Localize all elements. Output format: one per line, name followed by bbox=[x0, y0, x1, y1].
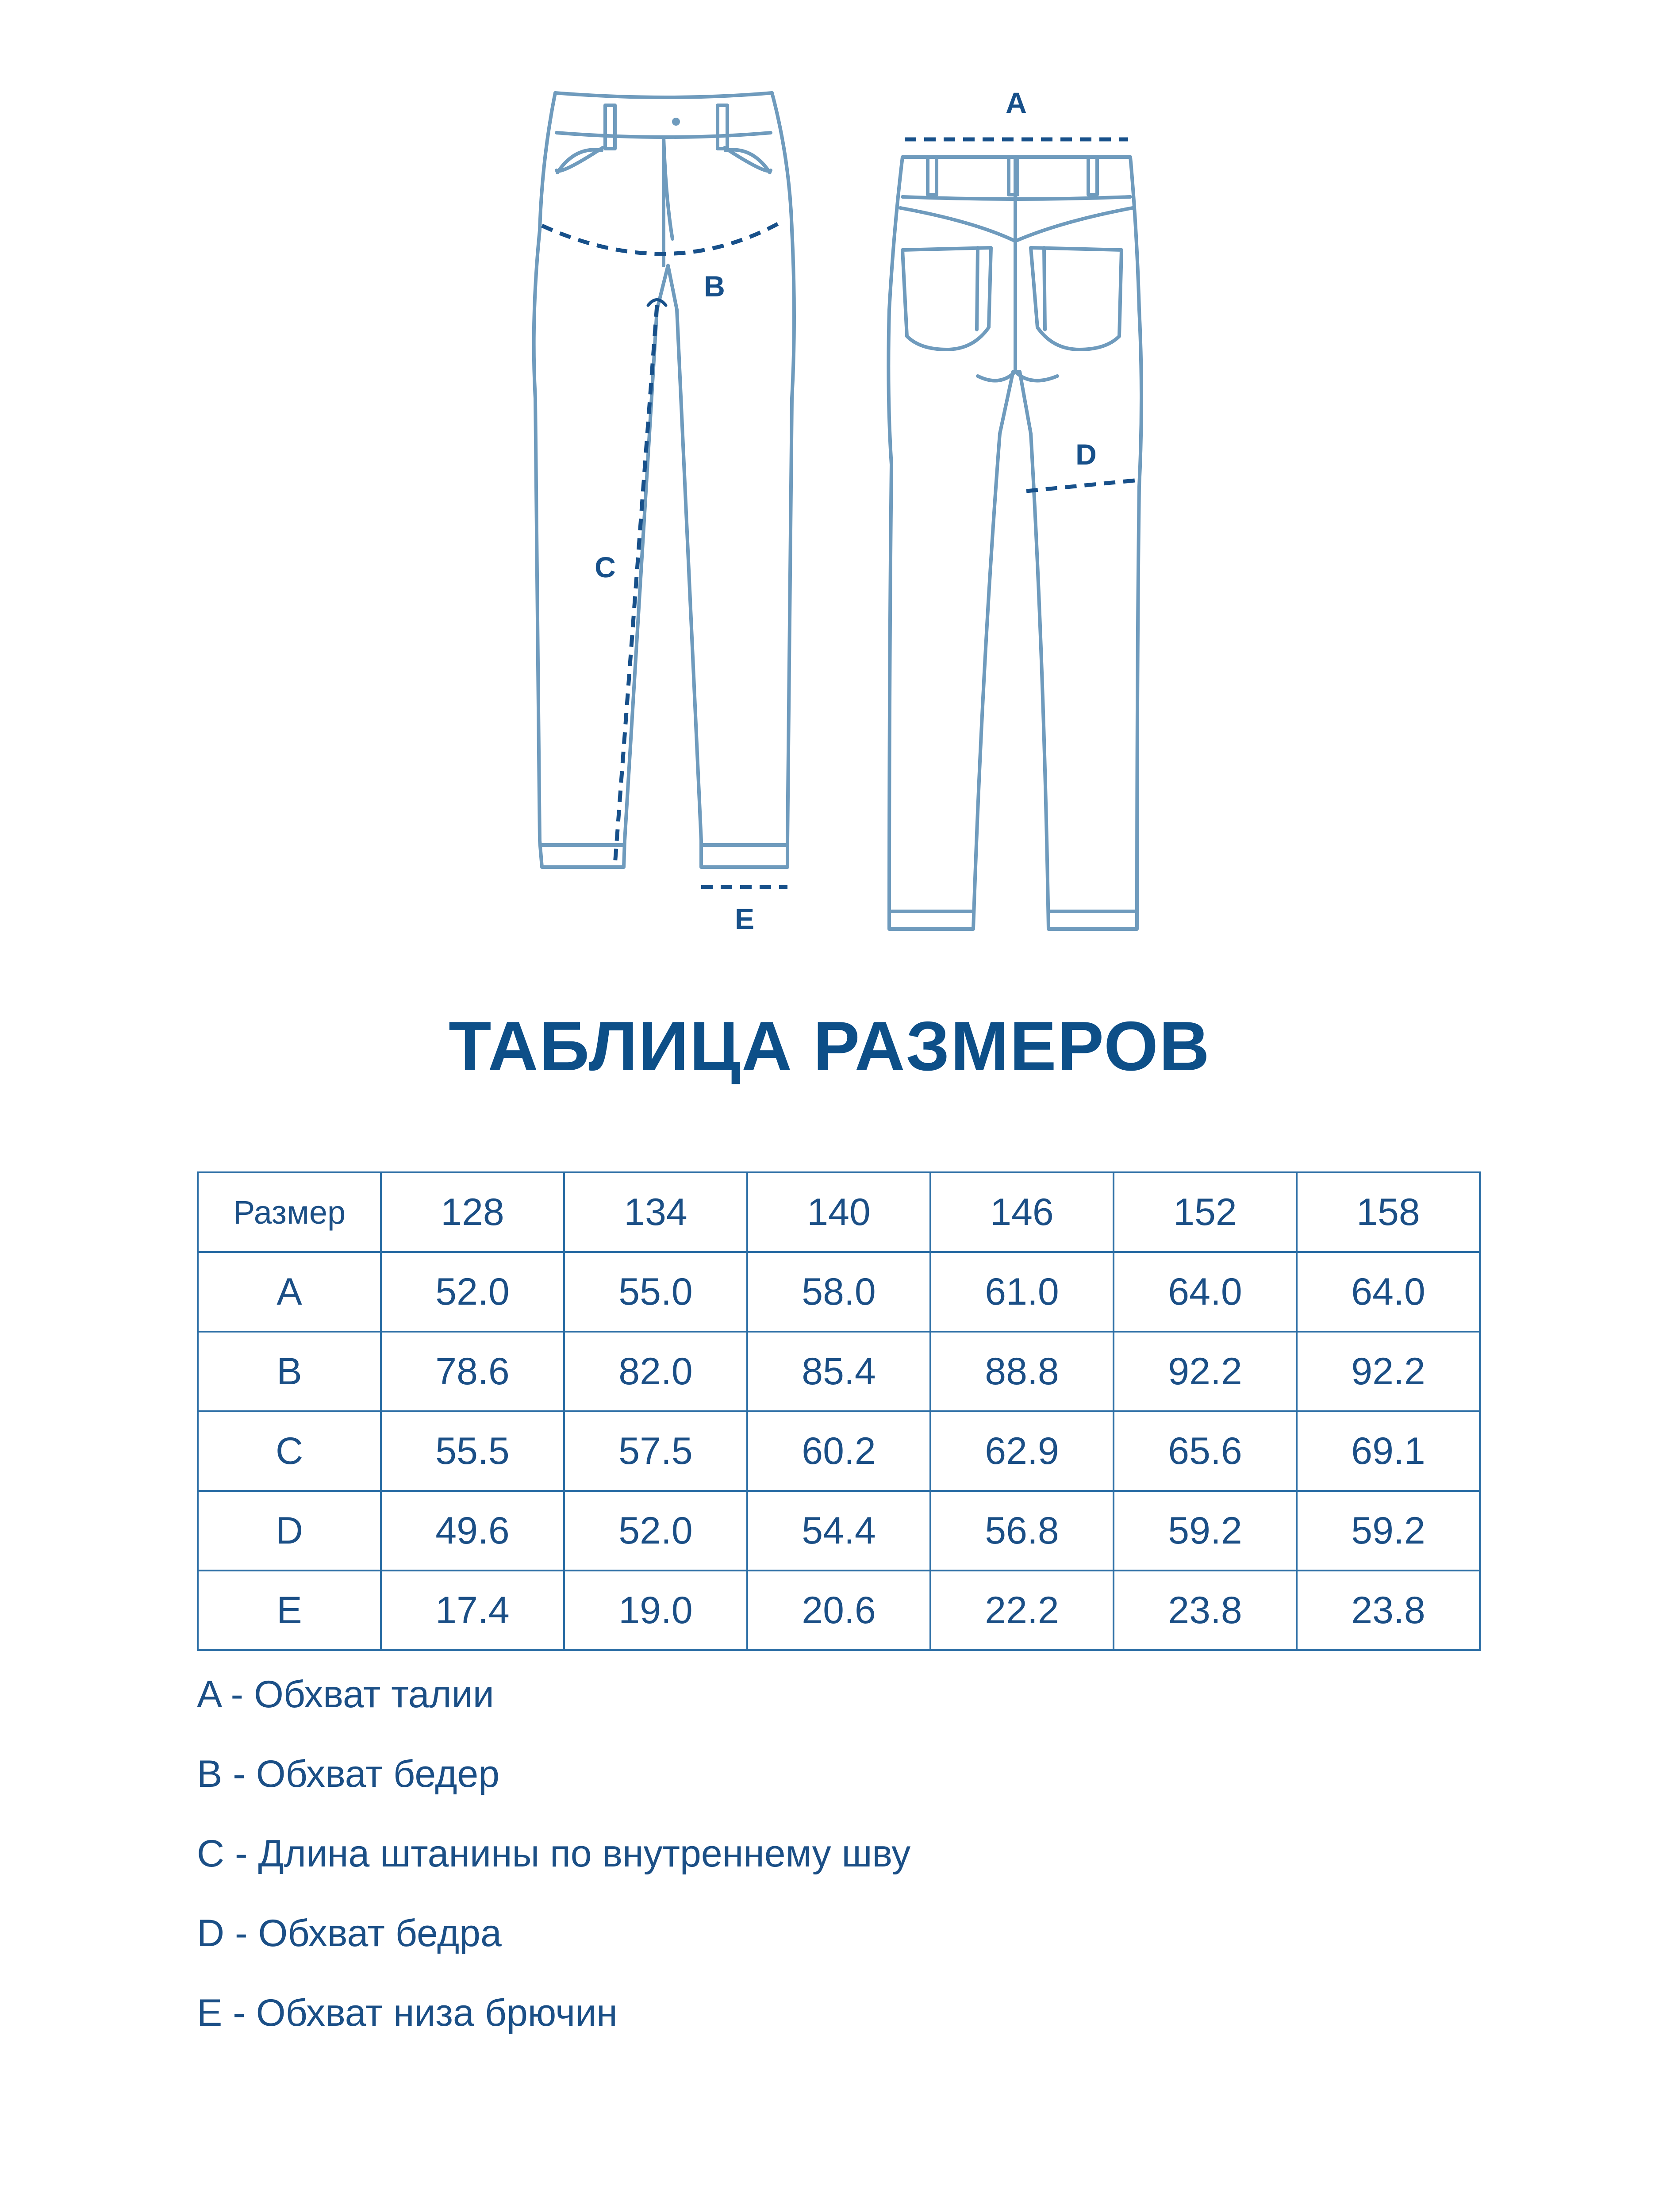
table-cell: 85.4 bbox=[747, 1332, 930, 1411]
table-cell: 60.2 bbox=[747, 1411, 930, 1491]
table-cell: 22.2 bbox=[930, 1571, 1114, 1650]
pants-front-view bbox=[534, 93, 794, 887]
measurement-legend bbox=[197, 1663, 910, 2062]
table-cell: 49.6 bbox=[381, 1491, 564, 1571]
legend-item-d: D - Обхват бедра bbox=[197, 1912, 502, 1955]
legend-item-c: C - Длина штанины по внутреннему шву bbox=[197, 1832, 911, 1875]
table-header-cell: 128 bbox=[381, 1172, 564, 1252]
table-header-row bbox=[198, 1172, 1480, 1252]
table-cell: 82.0 bbox=[564, 1332, 747, 1411]
table-cell: 23.8 bbox=[1114, 1571, 1297, 1650]
pants-back-view bbox=[888, 139, 1141, 929]
table-cell: 57.5 bbox=[564, 1411, 747, 1491]
table-cell: 88.8 bbox=[930, 1332, 1114, 1411]
table-cell: 59.2 bbox=[1114, 1491, 1297, 1571]
table-cell: 59.2 bbox=[1297, 1491, 1480, 1571]
label-b: B bbox=[704, 270, 725, 303]
pants-measurement-diagram bbox=[0, 0, 1659, 956]
table-cell: 78.6 bbox=[381, 1332, 564, 1411]
table-cell: 52.0 bbox=[564, 1491, 747, 1571]
table-cell: B bbox=[198, 1332, 381, 1411]
table-row bbox=[198, 1571, 1480, 1650]
page-title: ТАБЛИЦА РАЗМЕРОВ bbox=[448, 1007, 1210, 1085]
table-cell: 23.8 bbox=[1297, 1571, 1480, 1650]
table-cell: 62.9 bbox=[930, 1411, 1114, 1491]
legend-item-e: E - Обхват низа брючин bbox=[197, 1992, 618, 2034]
table-cell: A bbox=[198, 1252, 381, 1332]
table-header-cell: 134 bbox=[564, 1172, 747, 1252]
table-header-cell: 140 bbox=[747, 1172, 930, 1252]
measure-b-line bbox=[542, 223, 779, 254]
table-cell: 54.4 bbox=[747, 1491, 930, 1571]
table-row bbox=[198, 1332, 1480, 1411]
table-cell: 64.0 bbox=[1114, 1252, 1297, 1332]
size-table bbox=[197, 1171, 1481, 1651]
table-cell: 61.0 bbox=[930, 1252, 1114, 1332]
table-header-cell: 152 bbox=[1114, 1172, 1297, 1252]
table-header-cell: Размер bbox=[198, 1172, 381, 1252]
table-cell: 69.1 bbox=[1297, 1411, 1480, 1491]
label-c: C bbox=[595, 551, 616, 584]
table-row bbox=[198, 1252, 1480, 1332]
table-cell: 55.5 bbox=[381, 1411, 564, 1491]
table-row bbox=[198, 1411, 1480, 1491]
table-cell: 56.8 bbox=[930, 1491, 1114, 1571]
legend-item-b: B - Обхват бедер bbox=[197, 1753, 500, 1795]
measure-d-line bbox=[1026, 480, 1139, 491]
table-header-cell: 146 bbox=[930, 1172, 1114, 1252]
table-cell: 64.0 bbox=[1297, 1252, 1480, 1332]
table-cell: D bbox=[198, 1491, 381, 1571]
table-cell: 65.6 bbox=[1114, 1411, 1297, 1491]
table-cell: 19.0 bbox=[564, 1571, 747, 1650]
measure-c-line bbox=[615, 305, 657, 865]
label-d: D bbox=[1075, 438, 1097, 471]
table-cell: 52.0 bbox=[381, 1252, 564, 1332]
table-cell: 20.6 bbox=[747, 1571, 930, 1650]
label-e: E bbox=[734, 902, 755, 935]
table-cell: 58.0 bbox=[747, 1252, 930, 1332]
table-row bbox=[198, 1491, 1480, 1571]
table-header-cell: 158 bbox=[1297, 1172, 1480, 1252]
table-cell: 17.4 bbox=[381, 1571, 564, 1650]
table-cell: C bbox=[198, 1411, 381, 1491]
table-cell: 92.2 bbox=[1297, 1332, 1480, 1411]
table-cell: E bbox=[198, 1571, 381, 1650]
label-a: A bbox=[1006, 86, 1027, 119]
table-cell: 55.0 bbox=[564, 1252, 747, 1332]
legend-item-a: A - Обхват талии bbox=[197, 1673, 494, 1716]
table-cell: 92.2 bbox=[1114, 1332, 1297, 1411]
